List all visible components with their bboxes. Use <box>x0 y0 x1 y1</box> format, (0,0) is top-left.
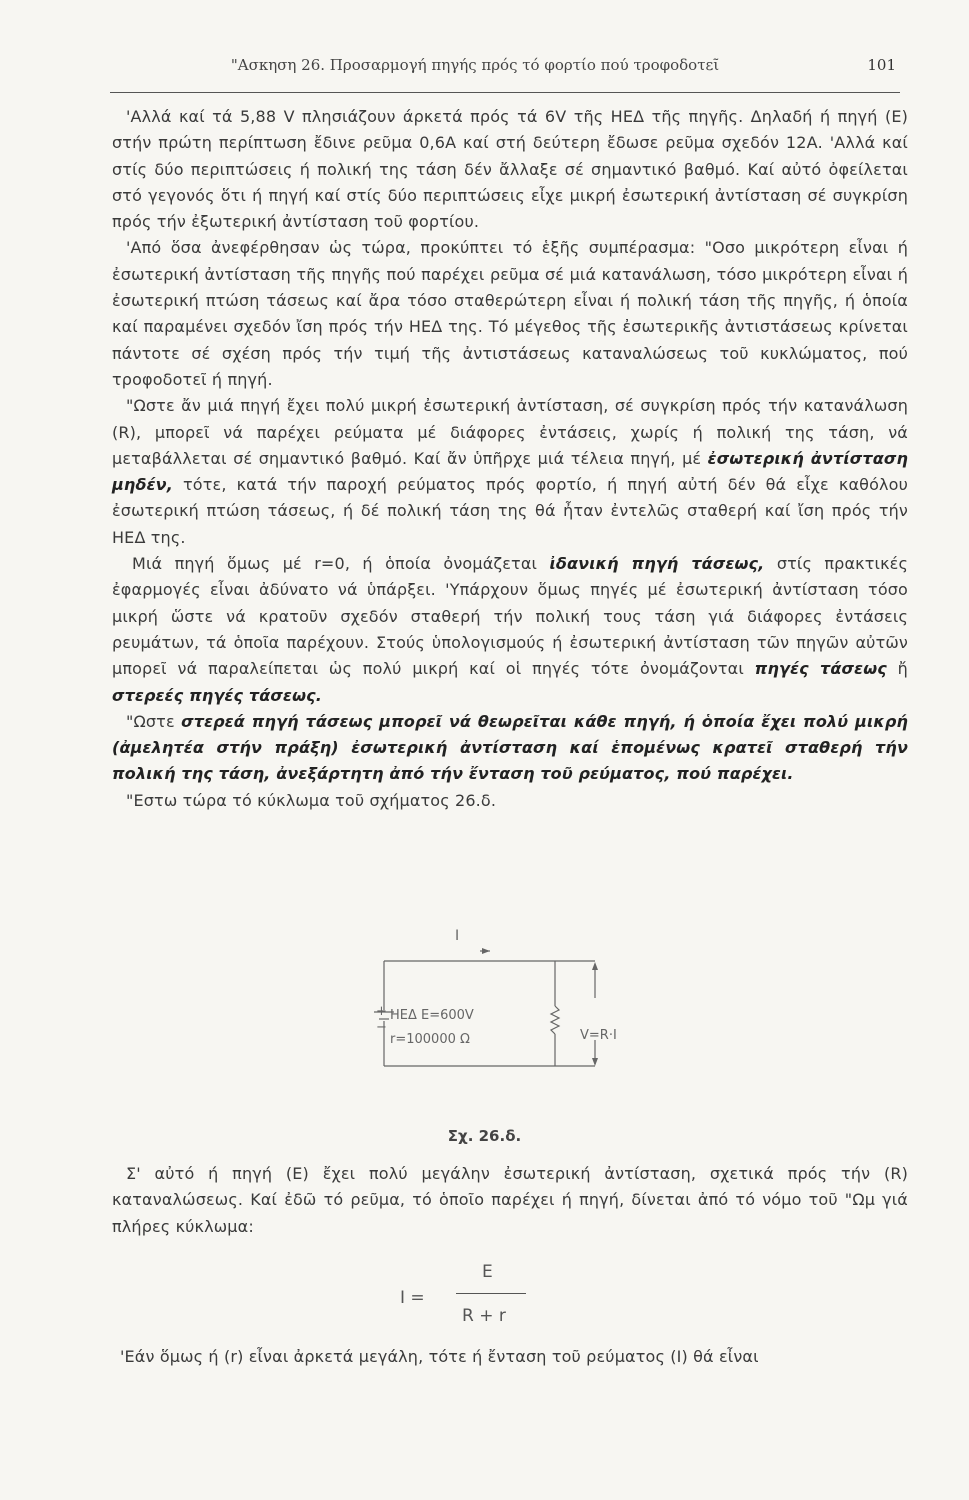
source-emf-label: ΗΕΔ Ε=600V <box>390 1008 474 1023</box>
paragraph-4-emphasis-3: στερεές πηγές τάσεως. <box>112 685 322 705</box>
paragraph-2: 'Από ὅσα ἀνεφέρθησαν ὡς τώρα, προκύπτει τό ἑξῆς συμπέρασμα: "Οσο μικρότερη εἶναι ή ἐσωτερική ἀντίσταση τῆς πηγῆς πού παρέχει ρεῦμα σέ μιά κατανάλωση, τόσο μικρότερη εἶναι ή ἐσωτερική πτώση τάσεως καί ἄρα τόσο σταθερώτερη εἶναι ή πολική τάση τῆς πηγῆς, ή ὁποία καί παραμένει σχεδόν ἴση πρός τήν ΗΕΔ της. Τό μέγεθος τῆς ἐσωτερικῆς ἀντιστάσεως κρίνεται πάντοτε σέ σχέση πρός τήν τιμή τῆς ἀντιστάσεως καταναλώσεως τοῦ κυκλώματος, πού τροφοδοτεῖ ή πηγή. <box>112 238 908 389</box>
header-title: "Ασκηση 26. Προσαρμογή πηγής πρός τό φορτίο πού τροφοδοτεῖ <box>230 56 720 74</box>
figure-caption: Σχ. 26.δ. <box>447 1127 522 1145</box>
circuit-figure <box>360 928 640 1108</box>
paragraph-1: 'Αλλά καί τά 5,88 V πλησιάζουν άρκετά πρός τά 6V τῆς ΗΕΔ τῆς πηγῆς. Δηλαδή ή πηγή (Ε) στήν πρώτη περίπτωση ἔδινε ρεῦμα 0,6Α καί στή δεύτερη ἔδωσε ρεῦμα σχεδόν 12Α. 'Αλλά καί στίς δύο περιπτώσεις ή πολική της τάση δέν ἄλλαξε σέ σημαντικό βαθμό. Καί αὐτό ὀφείλεται στό γεγονός ὅτι ή πηγή καί στίς δύο περιπτώσεις εἶχε μικρή ἐσωτερική ἀντίσταση σέ συγκρίση πρός τήν ἐξωτερική ἀντίσταση τοῦ φορτίου. <box>112 107 908 232</box>
paragraph-7: Σ' αὐτό ή πηγή (Ε) ἔχει πολύ μεγάλην ἐσωτερική ἀντίσταση, σχετικά πρός τήν (R) καταναλώσεως. Καί ἐδῶ τό ρεῦμα, τό ὁποῖο παρέχει ή πηγή, δίνεται ἀπό τό νόμο τοῦ "Ωμ γιά πλήρες κύκλωμα: <box>112 1164 908 1236</box>
paragraph-5-emphasis: στερεά πηγή τάσεως μπορεῖ νά θεωρεῖται κάθε πηγή, ή ὁποία ἔχει πολύ μικρή (ἀμελητέα στήν πράξη) ἐσωτερική ἀντίσταση καί ἑπομένως κρατεῖ σταθερή τήν πολική της τάση, ἀνεξάρτητη ἀπό τήν ἔνταση τοῦ ρεύματος, πού παρέχει. <box>112 711 908 784</box>
paragraph-3-text-a: "Ωστε ἄν μιά πηγή ἔχει πολύ μικρή ἐσωτερική ἀντίσταση, σέ συγκρίση πρός τήν κατανάλωση (R), μπορεῖ νά παρέχει ρεύματα μέ διάφορες ἐντάσεις, χωρίς ή πολική της τάση, νά μεταβάλλεται σέ σημαντικό βαθμό. Καί ἄν ὑπῆρχε μιά τέλεια πηγή, μέ <box>112 396 908 468</box>
voltage-arrowhead-bottom <box>592 1058 598 1066</box>
page-number: 101 <box>867 56 896 74</box>
paragraph-4-text-b: στίς πρακτικές ἐφαρμογές εἶναι ἀδύνατο νά ὑπάρξει. 'Υπάρχουν ὅμως πηγές μέ ἐσωτερική ἀντίσταση τόσο μικρή ὥστε νά κρατοῦν σχεδόν σταθερή τήν πολική τους τάση γιά διάφορες ἐντάσεις ρευμάτων, τά ὁποῖα παρέχουν. Στούς ὑπολογισμούς ή ἐσωτερική ἀντίσταση τῶν πηγῶν αὐτῶν μπορεῖ νά παραλείπεται ὡς πολύ μικρή καί οἱ πηγές τότε ὀνομάζονται <box>112 554 909 679</box>
minus-sign: − <box>376 1020 387 1035</box>
after-figure-text <box>112 1161 908 1240</box>
paragraph-3-emphasis: ἐσωτερική ἀντίσταση μηδέν, <box>112 448 908 495</box>
paragraph-5-text-a: "Ωστε <box>126 711 175 731</box>
fraction-bar <box>456 1293 526 1294</box>
paragraph-4-emphasis-1: ἰδανική πηγή τάσεως, <box>549 554 765 574</box>
paragraph-6: "Εστω τώρα τό κύκλωμα τοῦ σχήματος 26.δ. <box>126 790 497 810</box>
running-header <box>110 52 900 93</box>
formula-denominator: R + r <box>462 1306 506 1326</box>
paragraph-4-text-c: ἤ <box>897 659 908 679</box>
paragraph-4-text-a: Μιά πηγή ὅμως μέ r=0, ή ὁποία ὀνομάζεται <box>132 554 538 574</box>
current-arrowhead <box>482 948 490 954</box>
paragraph-3-text-b: τότε, κατά τήν παροχή ρεύματος πρός φορτίο, ή πηγή αὐτή δέν θά εἶχε καθόλου ἐσωτερική πτώση τάσεως, ή δέ πολική τάση της θά ἦταν ἐντελῶς σταθερή καί ἴση πρός τήν ΗΕΔ της. <box>112 475 908 547</box>
voltage-label: V=R·I <box>580 1028 617 1043</box>
paragraph-4-emphasis-2: πηγές τάσεως <box>754 659 887 679</box>
current-label: I <box>455 928 460 944</box>
last-line: 'Εάν ὅμως ή (r) εἶναι ἀρκετά μεγάλη, τότε ή ἔνταση τοῦ ρεύματος (I) θά εἶναι <box>120 1347 759 1366</box>
plus-sign: + <box>376 1004 387 1019</box>
ohm-law-formula <box>400 1262 540 1342</box>
source-resistance-label: r=100000 Ω <box>390 1032 470 1047</box>
load-resistor <box>551 1006 559 1034</box>
main-text <box>112 104 908 814</box>
paragraph-5 <box>112 709 908 788</box>
formula-lhs: I = <box>400 1288 425 1308</box>
paragraph-4 <box>112 551 908 709</box>
formula-numerator: E <box>482 1262 493 1282</box>
voltage-arrowhead-top <box>592 962 598 970</box>
paragraph-3 <box>112 393 908 551</box>
